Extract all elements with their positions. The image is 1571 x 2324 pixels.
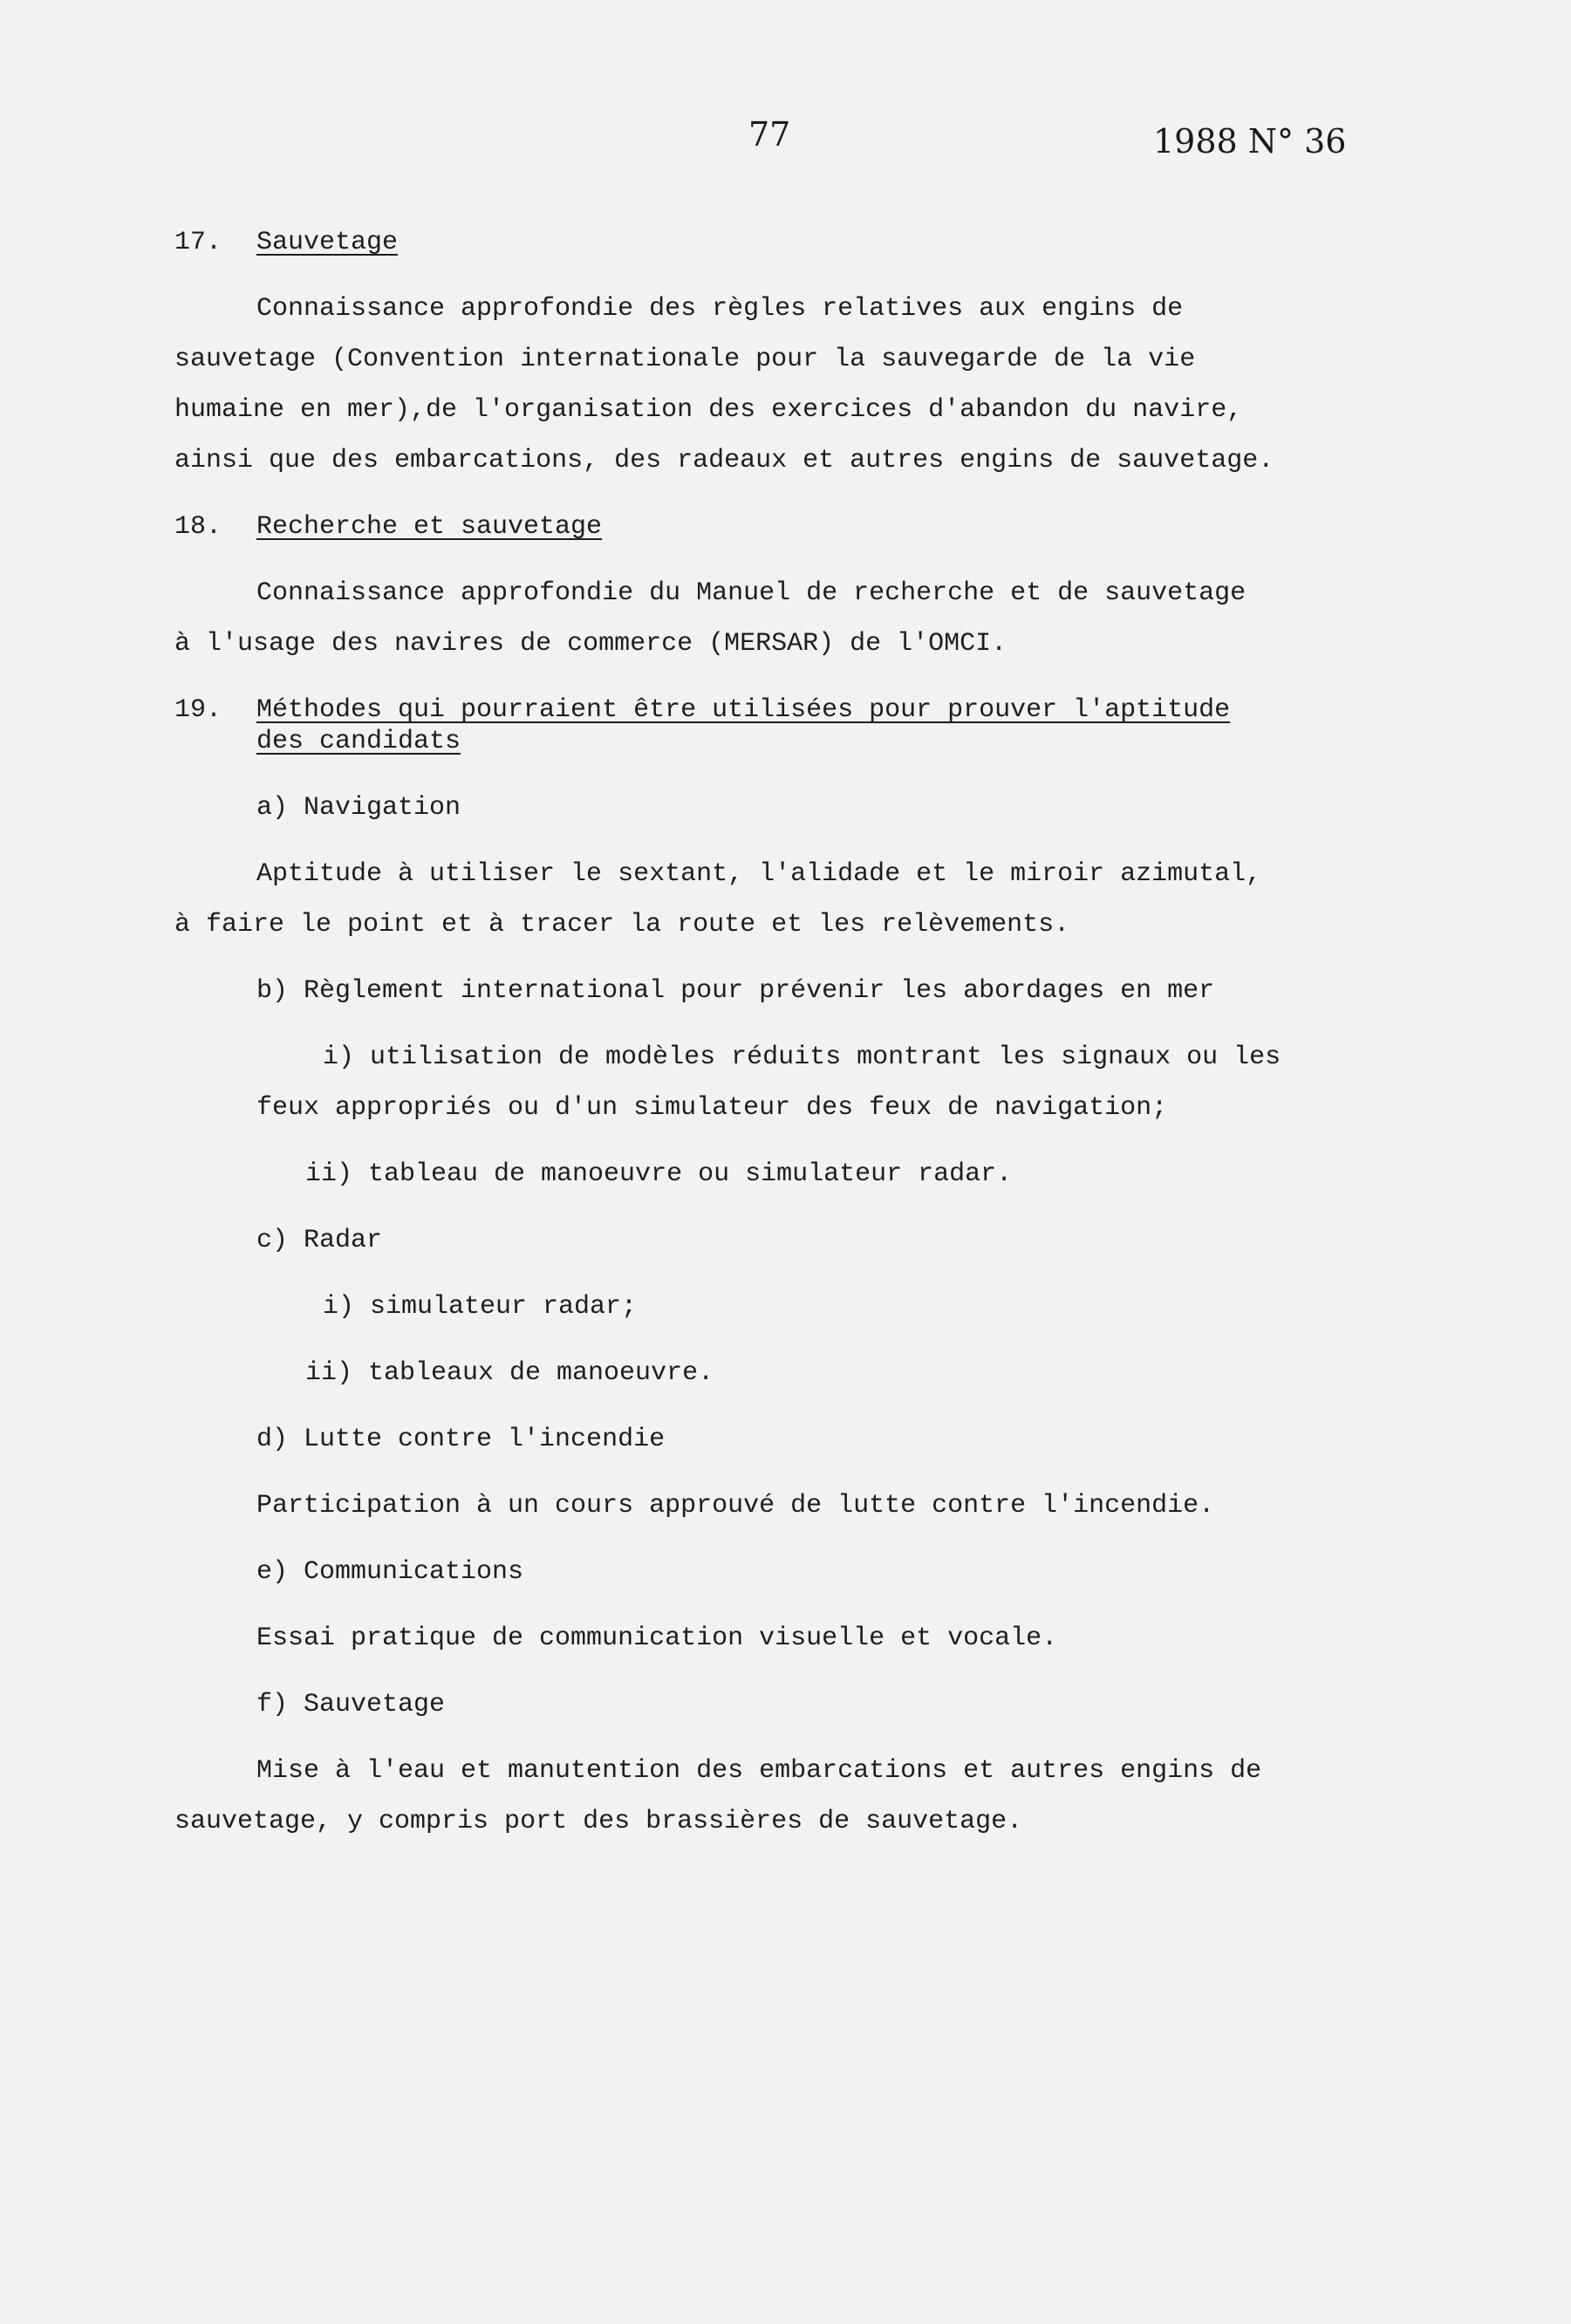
section-18-title: Recherche et sauvetage: [256, 512, 603, 542]
section-17-line: sauvetage (Convention internationale pour la sauvegarde de la vie: [174, 345, 1196, 374]
subsection-b-item-ii: ii) tableau de manoeuvre ou simulateur radar.: [305, 1159, 1013, 1189]
subsection-c-item-ii: ii) tableaux de manoeuvre.: [305, 1358, 714, 1388]
section-19-title: Méthodes qui pourraient être utilisées pour prouver l'aptitude: [256, 695, 1231, 725]
section-19-number: 19.: [174, 695, 222, 725]
section-17-line: Connaissance approfondie des règles relatives aux engins de: [256, 294, 1184, 324]
page-number: 77: [748, 115, 791, 154]
subsection-f-heading: f) Sauvetage: [256, 1690, 446, 1719]
subsection-c-item-i: i) simulateur radar;: [323, 1292, 638, 1322]
section-17-line: humaine en mer),de l'organisation des exercices d'abandon du navire,: [174, 395, 1243, 425]
subsection-e-line: Essai pratique de communication visuelle et vocale.: [256, 1623, 1058, 1653]
section-18-line: Connaissance approfondie du Manuel de recherche et de sauvetage: [256, 578, 1247, 608]
subsection-b-item-i: feux appropriés ou d'un simulateur des feux de navigation;: [256, 1093, 1168, 1123]
section-18-number: 18.: [174, 512, 222, 542]
subsection-a-line: à faire le point et à tracer la route et les relèvements.: [174, 910, 1070, 940]
subsection-d-line: Participation à un cours approuvé de lutte contre l'incendie.: [256, 1491, 1215, 1521]
subsection-f-line: sauvetage, y compris port des brassières de sauvetage.: [174, 1807, 1023, 1836]
subsection-f-line: Mise à l'eau et manutention des embarcations et autres engins de: [256, 1756, 1262, 1786]
subsection-a-heading: a) Navigation: [256, 793, 461, 823]
subsection-d-heading: d) Lutte contre l'incendie: [256, 1425, 666, 1454]
section-18-line: à l'usage des navires de commerce (MERSAR) de l'OMCI.: [174, 629, 1007, 659]
subsection-b-item-i: i) utilisation de modèles réduits montrant les signaux ou les: [323, 1042, 1281, 1072]
subsection-e-heading: e) Communications: [256, 1557, 524, 1587]
section-17-line: ainsi que des embarcations, des radeaux et autres engins de sauvetage.: [174, 446, 1274, 475]
section-17-number: 17.: [174, 228, 222, 257]
subsection-a-line: Aptitude à utiliser le sextant, l'alidade et le miroir azimutal,: [256, 859, 1262, 889]
section-17-title: Sauvetage: [256, 228, 399, 257]
subsection-b-heading: b) Règlement international pour prévenir les abordages en mer: [256, 976, 1215, 1006]
subsection-c-heading: c) Radar: [256, 1226, 383, 1255]
section-19-title: des candidats: [256, 727, 461, 756]
year-issue: 1988 N° 36: [1153, 122, 1347, 161]
